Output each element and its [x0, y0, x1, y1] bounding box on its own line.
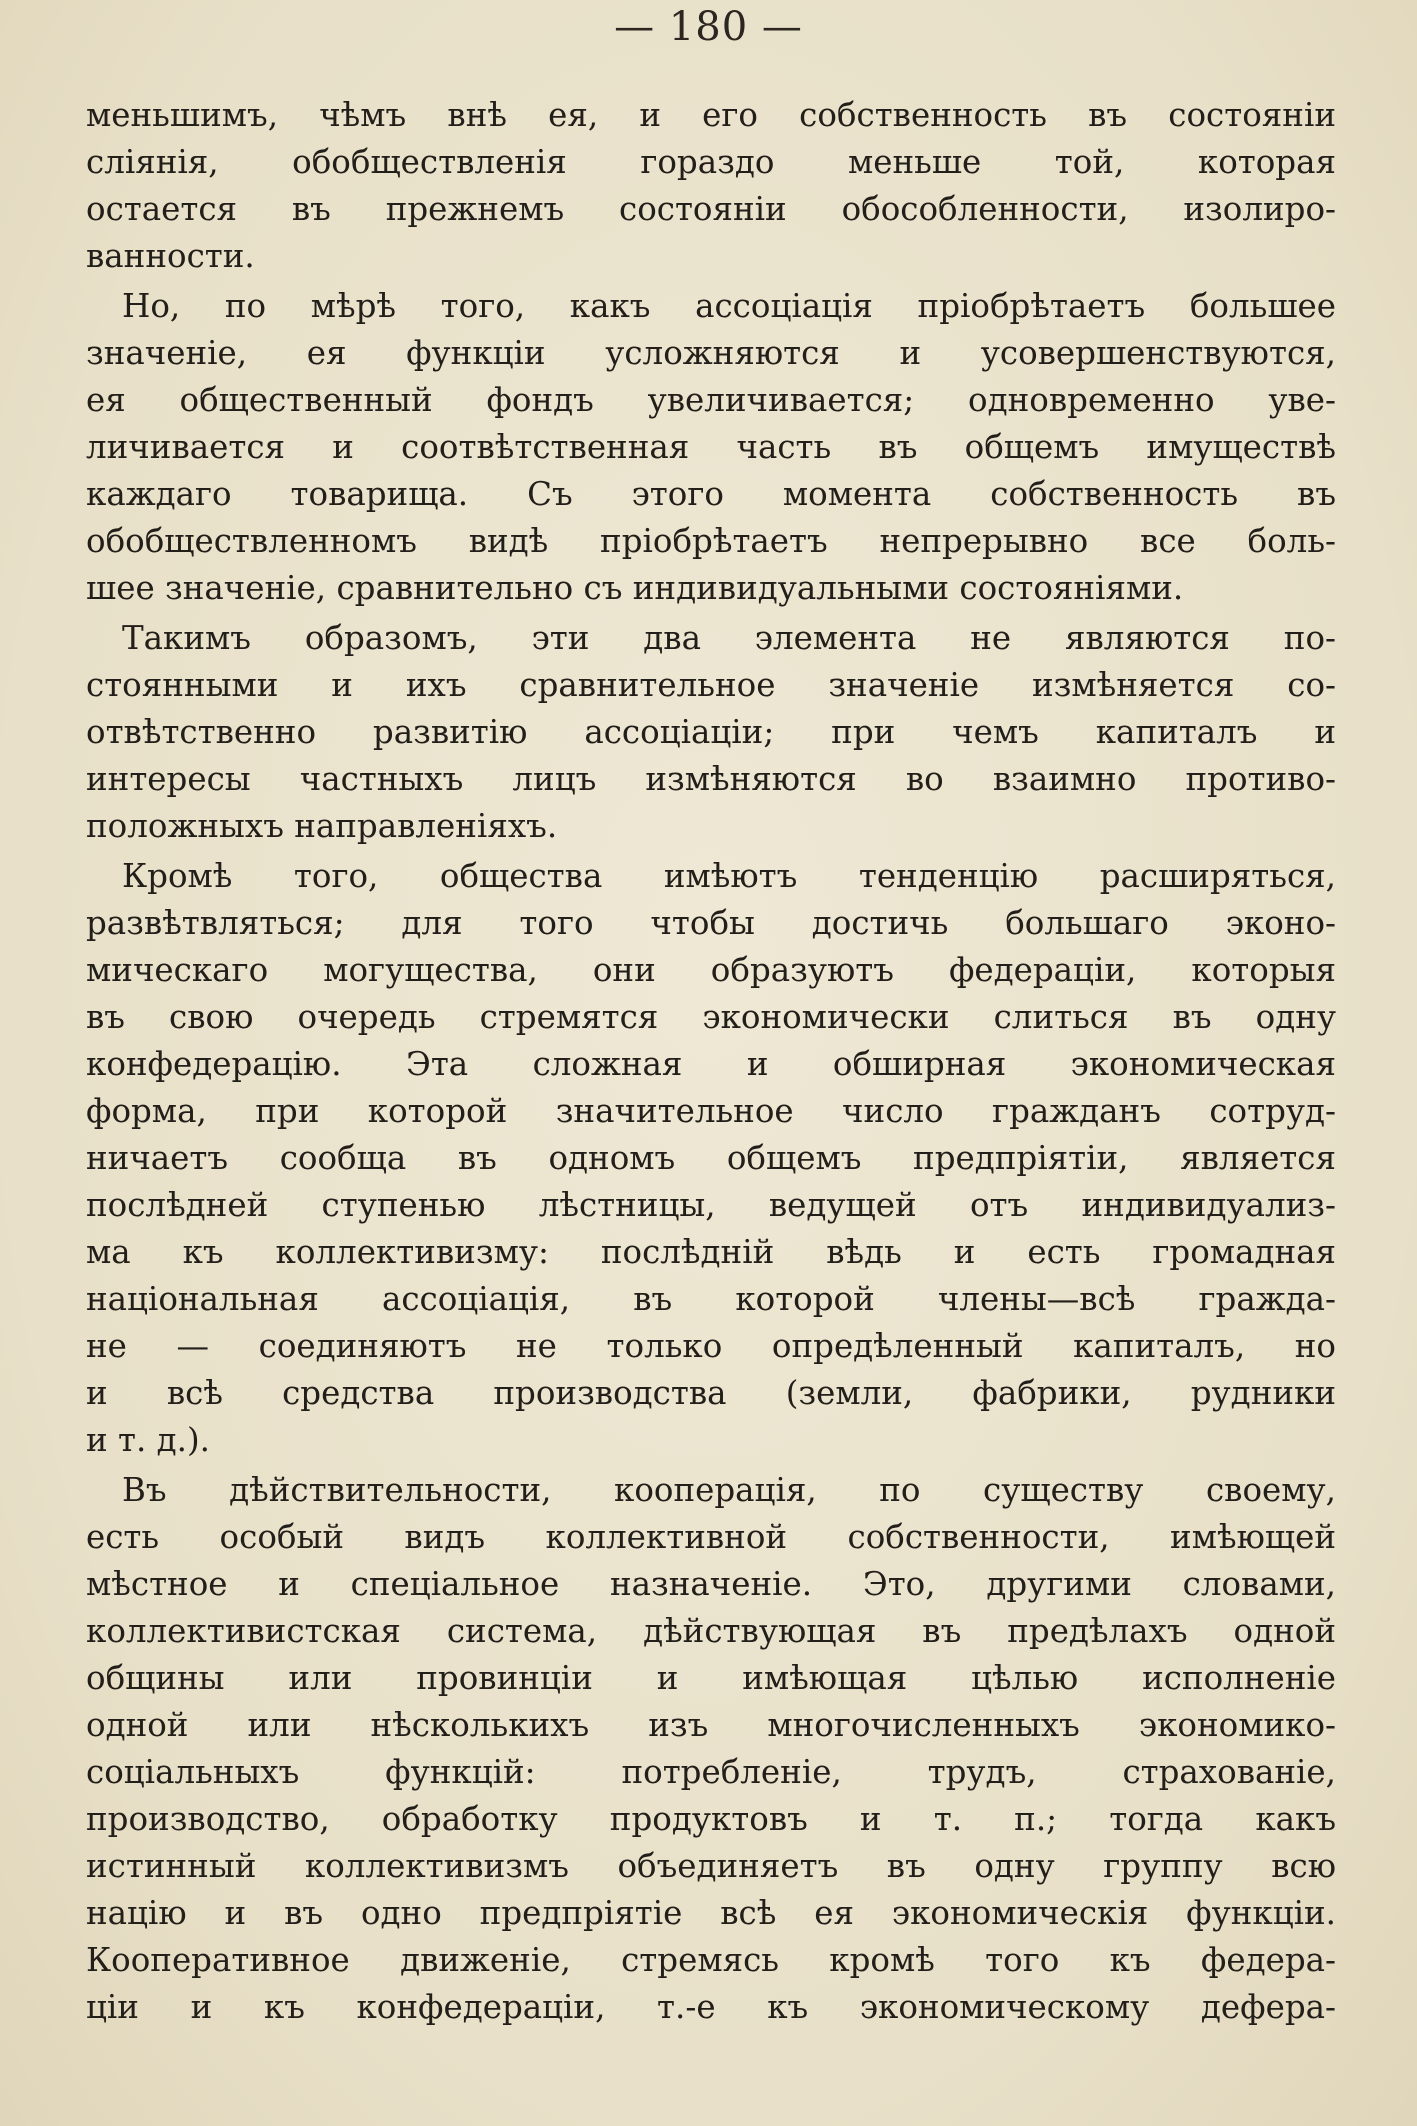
- text-line: каждаго товарища. Съ этого момента собственность въ: [86, 475, 1336, 513]
- text-line: сліянія, обобществленія гораздо меньше той, которая: [86, 143, 1336, 181]
- body-text: [86, 92, 1336, 2031]
- text-line: въ свою очередь стремятся экономически слиться въ одну: [86, 998, 1336, 1036]
- text-line: значеніе, ея функціи усложняются и усовершенствуются,: [86, 334, 1336, 372]
- text-line: общины или провинціи и имѣющая цѣлью исполненіе: [86, 1659, 1336, 1697]
- text-line: шее значеніе, сравнительно съ индивидуальными состояніями.: [86, 569, 1184, 607]
- text-line: ма къ коллективизму: послѣдній вѣдь и есть громадная: [86, 1233, 1336, 1271]
- text-line: Въ дѣйствительности, кооперація, по существу своему,: [122, 1471, 1336, 1509]
- text-line: ціи и къ конфедераціи, т.-е къ экономическому дефера-: [86, 1988, 1336, 2026]
- text-line: положныхъ направленіяхъ.: [86, 807, 558, 845]
- text-line: развѣтвляться; для того чтобы достичь большаго эконо-: [86, 904, 1336, 942]
- text-line: соціальныхъ функцій: потребленіе, трудъ, страхованіе,: [86, 1753, 1336, 1791]
- text-line: личивается и соотвѣтственная часть въ общемъ имуществѣ: [86, 428, 1336, 466]
- text-line: обобществленномъ видѣ пріобрѣтаетъ непрерывно все боль-: [86, 522, 1336, 560]
- paragraph: [86, 92, 1336, 280]
- text-line: производство, обработку продуктовъ и т. п.; тогда какъ: [86, 1800, 1336, 1838]
- paragraph: [86, 615, 1336, 850]
- page-number: — 180 —: [614, 4, 803, 50]
- text-line: Кооперативное движеніе, стремясь кромѣ того къ федера-: [86, 1941, 1336, 1979]
- text-line: форма, при которой значительное число гражданъ сотруд-: [86, 1092, 1336, 1130]
- text-line: отвѣтственно развитію ассоціаціи; при чемъ капиталъ и: [86, 713, 1336, 751]
- text-line: Такимъ образомъ, эти два элемента не являются по-: [122, 619, 1336, 657]
- text-line: коллективистская система, дѣйствующая въ предѣлахъ одной: [86, 1612, 1336, 1650]
- text-line: мическаго могущества, они образуютъ федераціи, которыя: [86, 951, 1336, 989]
- text-line: есть особый видъ коллективной собственности, имѣющей: [86, 1518, 1336, 1556]
- text-line: не — соединяютъ не только опредѣленный капиталъ, но: [86, 1327, 1336, 1365]
- paragraph: [86, 853, 1336, 1464]
- text-line: Кромѣ того, общества имѣютъ тенденцію расширяться,: [122, 857, 1336, 895]
- paragraph: [86, 283, 1336, 612]
- paragraph: [86, 1467, 1336, 2031]
- text-line: ванности.: [86, 237, 255, 275]
- text-line: одной или нѣсколькихъ изъ многочисленныхъ экономико-: [86, 1706, 1336, 1744]
- text-line: національная ассоціація, въ которой члены—всѣ гражда-: [86, 1280, 1336, 1318]
- text-line: націю и въ одно предпріятіе всѣ ея экономическія функціи.: [86, 1894, 1336, 1932]
- text-line: ничаетъ сообща въ одномъ общемъ предпріятіи, является: [86, 1139, 1336, 1177]
- text-line: и т. д.).: [86, 1421, 210, 1459]
- text-line: конфедерацію. Эта сложная и обширная экономическая: [86, 1045, 1336, 1083]
- text-line: меньшимъ, чѣмъ внѣ ея, и его собственность въ состояніи: [86, 96, 1336, 134]
- text-line: интересы частныхъ лицъ измѣняются во взаимно противо-: [86, 760, 1336, 798]
- text-line: остается въ прежнемъ состояніи обособленности, изолиро-: [86, 190, 1336, 228]
- text-line: послѣдней ступенью лѣстницы, ведущей отъ индивидуализ-: [86, 1186, 1336, 1224]
- text-line: ея общественный фондъ увеличивается; одновременно уве-: [86, 381, 1336, 419]
- text-line: истинный коллективизмъ объединяетъ въ одну группу всю: [86, 1847, 1336, 1885]
- text-line: Но, по мѣрѣ того, какъ ассоціація пріобрѣтаетъ большее: [122, 287, 1336, 325]
- text-line: и всѣ средства производства (земли, фабрики, рудники: [86, 1374, 1336, 1412]
- text-line: мѣстное и спеціальное назначеніе. Это, другими словами,: [86, 1565, 1336, 1603]
- text-line: стоянными и ихъ сравнительное значеніе измѣняется со-: [86, 666, 1336, 704]
